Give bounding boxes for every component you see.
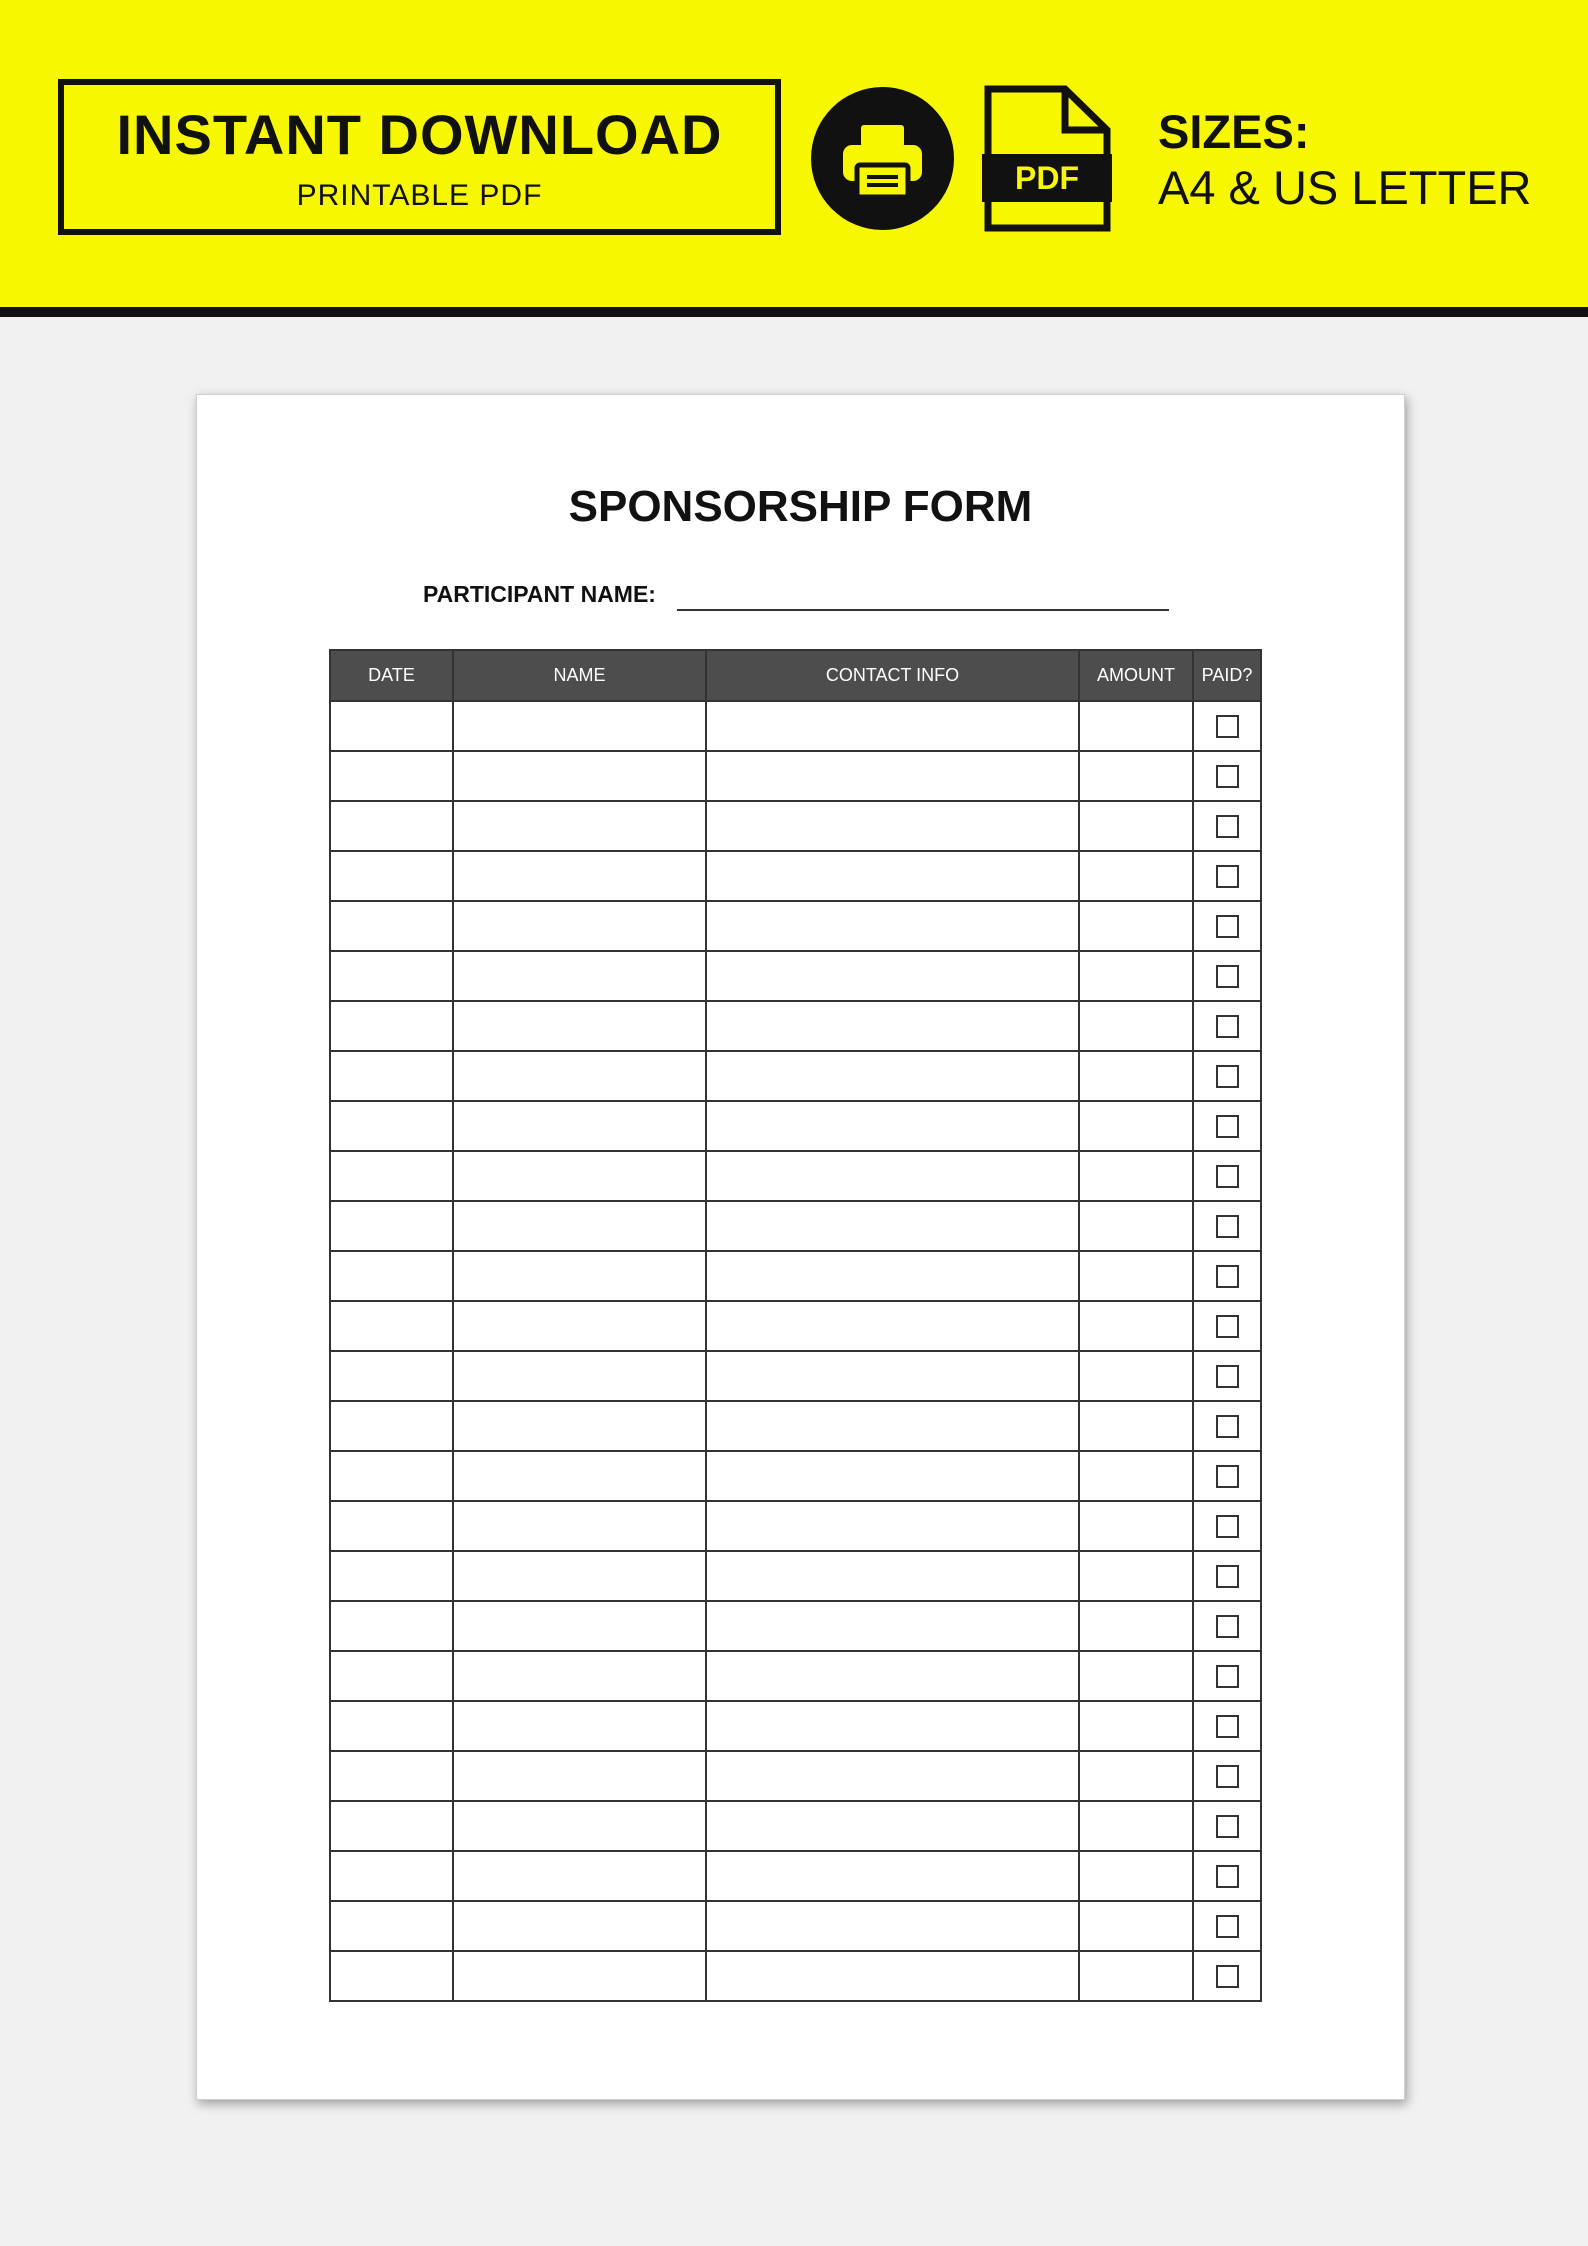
contact-info-cell[interactable] [706,1751,1079,1801]
date-cell[interactable] [330,1501,453,1551]
date-cell[interactable] [330,1801,453,1851]
paid-checkbox[interactable] [1216,1465,1239,1488]
paid-checkbox[interactable] [1216,965,1239,988]
contact-info-cell[interactable] [706,901,1079,951]
name-cell[interactable] [453,1301,706,1351]
paid-checkbox[interactable] [1216,715,1239,738]
promo-banner [0,0,1588,317]
contact-info-cell[interactable] [706,801,1079,851]
paid-cell [1193,1801,1261,1851]
table-row [330,1551,1261,1601]
table-row [330,851,1261,901]
paid-cell [1193,901,1261,951]
form-sheet [196,394,1405,2100]
name-cell[interactable] [453,1651,706,1701]
paid-cell [1193,1201,1261,1251]
table-row [330,1451,1261,1501]
name-cell[interactable] [453,751,706,801]
contact-info-cell[interactable] [706,1501,1079,1551]
name-cell[interactable] [453,951,706,1001]
table-row [330,1251,1261,1301]
name-cell[interactable] [453,1351,706,1401]
paid-cell [1193,1401,1261,1451]
paid-checkbox[interactable] [1216,815,1239,838]
amount-cell[interactable] [1079,1051,1193,1101]
date-cell[interactable] [330,751,453,801]
table-row [330,1351,1261,1401]
paid-cell [1193,1951,1261,2001]
name-cell[interactable] [453,1901,706,1951]
date-cell[interactable] [330,1301,453,1351]
paid-checkbox[interactable] [1216,765,1239,788]
contact-info-cell[interactable] [706,1801,1079,1851]
instant-download-box [58,79,781,235]
table-body [330,701,1261,2001]
table-row [330,1851,1261,1901]
paid-checkbox[interactable] [1216,1215,1239,1238]
instant-download-title: INSTANT DOWNLOAD [116,103,723,166]
paid-cell [1193,1901,1261,1951]
table-header-row [330,650,1261,701]
amount-cell[interactable] [1079,1601,1193,1651]
table-row [330,1801,1261,1851]
date-cell[interactable] [330,1851,453,1901]
date-cell[interactable] [330,851,453,901]
amount-cell[interactable] [1079,951,1193,1001]
table-row [330,751,1261,801]
contact-info-cell[interactable] [706,851,1079,901]
date-cell[interactable] [330,1601,453,1651]
paid-cell [1193,1551,1261,1601]
name-cell[interactable] [453,1601,706,1651]
date-cell[interactable] [330,1151,453,1201]
amount-cell[interactable] [1079,1701,1193,1751]
table-row [330,1601,1261,1651]
name-cell[interactable] [453,1151,706,1201]
table-row [330,1651,1261,1701]
paid-checkbox[interactable] [1216,1865,1239,1888]
contact-info-cell[interactable] [706,1201,1079,1251]
table-row [330,1301,1261,1351]
amount-cell[interactable] [1079,1651,1193,1701]
sponsorship-table-wrap [329,649,1262,2002]
table-row [330,1751,1261,1801]
paid-cell [1193,1751,1261,1801]
name-cell[interactable] [453,1801,706,1851]
paid-cell [1193,1651,1261,1701]
contact-info-cell[interactable] [706,1351,1079,1401]
paid-checkbox[interactable] [1216,1265,1239,1288]
date-cell[interactable] [330,1951,453,2001]
name-cell[interactable] [453,1951,706,2001]
printer-icon [811,87,954,230]
paid-checkbox[interactable] [1216,1715,1239,1738]
paid-cell [1193,1601,1261,1651]
name-cell[interactable] [453,1051,706,1101]
name-cell[interactable] [453,1251,706,1301]
date-cell[interactable] [330,701,453,751]
paid-checkbox[interactable] [1216,1415,1239,1438]
paid-cell [1193,1851,1261,1901]
table-row [330,1051,1261,1101]
contact-info-cell[interactable] [706,1051,1079,1101]
table-row [330,1201,1261,1251]
amount-cell[interactable] [1079,851,1193,901]
amount-cell[interactable] [1079,1351,1193,1401]
amount-cell[interactable] [1079,1401,1193,1451]
date-cell[interactable] [330,1201,453,1251]
date-cell[interactable] [330,1001,453,1051]
table-row [330,801,1261,851]
date-cell[interactable] [330,1101,453,1151]
contact-info-cell[interactable] [706,751,1079,801]
date-cell[interactable] [330,801,453,851]
column-header-paid: PAID? [1193,650,1261,701]
paid-checkbox[interactable] [1216,1165,1239,1188]
date-cell[interactable] [330,1251,453,1301]
paid-cell [1193,1001,1261,1051]
name-cell[interactable] [453,701,706,751]
name-cell[interactable] [453,1401,706,1451]
contact-info-cell[interactable] [706,1851,1079,1901]
amount-cell[interactable] [1079,901,1193,951]
paid-cell [1193,1051,1261,1101]
paid-cell [1193,1151,1261,1201]
table-row [330,1501,1261,1551]
date-cell[interactable] [330,1901,453,1951]
amount-cell[interactable] [1079,1551,1193,1601]
paid-checkbox[interactable] [1216,1115,1239,1138]
amount-cell[interactable] [1079,1751,1193,1801]
name-cell[interactable] [453,1501,706,1551]
amount-cell[interactable] [1079,1501,1193,1551]
name-cell[interactable] [453,901,706,951]
contact-info-cell[interactable] [706,1601,1079,1651]
table-row [330,901,1261,951]
sizes-value: A4 & US LETTER [1158,161,1532,214]
paid-cell [1193,1301,1261,1351]
paid-cell [1193,951,1261,1001]
contact-info-cell[interactable] [706,1301,1079,1351]
date-cell[interactable] [330,1451,453,1501]
amount-cell[interactable] [1079,1251,1193,1301]
name-cell[interactable] [453,1701,706,1751]
paid-cell [1193,701,1261,751]
printable-pdf-subtitle: PRINTABLE PDF [296,179,543,212]
contact-info-cell[interactable] [706,1401,1079,1451]
paid-checkbox[interactable] [1216,1315,1239,1338]
participant-name-label: PARTICIPANT NAME: [423,581,656,607]
name-cell[interactable] [453,1851,706,1901]
name-cell[interactable] [453,801,706,851]
paid-checkbox[interactable] [1216,1965,1239,1988]
paid-checkbox[interactable] [1216,1765,1239,1788]
amount-cell[interactable] [1079,1451,1193,1501]
contact-info-cell[interactable] [706,951,1079,1001]
name-cell[interactable] [453,1551,706,1601]
amount-cell[interactable] [1079,751,1193,801]
contact-info-cell[interactable] [706,1151,1079,1201]
date-cell[interactable] [330,1651,453,1701]
table-row [330,1701,1261,1751]
paid-checkbox[interactable] [1216,1815,1239,1838]
table-row [330,951,1261,1001]
paid-cell [1193,1701,1261,1751]
paid-cell [1193,1351,1261,1401]
date-cell[interactable] [330,1401,453,1451]
date-cell[interactable] [330,1701,453,1751]
sizes-label: SIZES: [1158,105,1310,158]
date-cell[interactable] [330,1051,453,1101]
table-row [330,701,1261,751]
paid-cell [1193,851,1261,901]
contact-info-cell[interactable] [706,1001,1079,1051]
participant-name-field[interactable] [677,609,1169,611]
date-cell[interactable] [330,1351,453,1401]
contact-info-cell[interactable] [706,1451,1079,1501]
amount-cell[interactable] [1079,1851,1193,1901]
contact-info-cell[interactable] [706,1251,1079,1301]
amount-cell[interactable] [1079,1901,1193,1951]
date-cell[interactable] [330,1551,453,1601]
paid-cell [1193,1101,1261,1151]
contact-info-cell[interactable] [706,1701,1079,1751]
amount-cell[interactable] [1079,701,1193,751]
paid-checkbox[interactable] [1216,1365,1239,1388]
date-cell[interactable] [330,901,453,951]
amount-cell[interactable] [1079,801,1193,851]
paid-checkbox[interactable] [1216,865,1239,888]
table-row [330,1951,1261,2001]
paid-checkbox[interactable] [1216,915,1239,938]
table-row [330,1401,1261,1451]
contact-info-cell[interactable] [706,1951,1079,2001]
contact-info-cell[interactable] [706,1651,1079,1701]
name-cell[interactable] [453,1001,706,1051]
paid-checkbox[interactable] [1216,1915,1239,1938]
contact-info-cell[interactable] [706,701,1079,751]
paid-checkbox[interactable] [1216,1565,1239,1588]
contact-info-cell[interactable] [706,1101,1079,1151]
amount-cell[interactable] [1079,1201,1193,1251]
paid-cell [1193,1501,1261,1551]
form-title: SPONSORSHIP FORM [568,482,1033,531]
contact-info-cell[interactable] [706,1551,1079,1601]
date-cell[interactable] [330,951,453,1001]
amount-cell[interactable] [1079,1001,1193,1051]
sponsorship-table [329,649,1262,2002]
date-cell[interactable] [330,1751,453,1801]
column-header-name: NAME [453,650,706,701]
paid-cell [1193,1451,1261,1501]
column-header-contact-info: CONTACT INFO [706,650,1079,701]
paid-checkbox[interactable] [1216,1615,1239,1638]
table-row [330,1101,1261,1151]
column-header-amount: AMOUNT [1079,650,1193,701]
name-cell[interactable] [453,851,706,901]
paid-cell [1193,801,1261,851]
pdf-icon-label: PDF [1015,160,1079,196]
table-row [330,1901,1261,1951]
amount-cell[interactable] [1079,1301,1193,1351]
table-row [330,1001,1261,1051]
name-cell[interactable] [453,1201,706,1251]
paid-cell [1193,751,1261,801]
pdf-file-icon [979,84,1115,232]
paid-checkbox[interactable] [1216,1015,1239,1038]
paid-cell [1193,1251,1261,1301]
table-row [330,1151,1261,1201]
amount-cell[interactable] [1079,1951,1193,2001]
paid-checkbox[interactable] [1216,1065,1239,1088]
amount-cell[interactable] [1079,1151,1193,1201]
paid-checkbox[interactable] [1216,1515,1239,1538]
name-cell[interactable] [453,1751,706,1801]
amount-cell[interactable] [1079,1801,1193,1851]
paid-checkbox[interactable] [1216,1665,1239,1688]
name-cell[interactable] [453,1451,706,1501]
amount-cell[interactable] [1079,1101,1193,1151]
name-cell[interactable] [453,1101,706,1151]
column-header-date: DATE [330,650,453,701]
contact-info-cell[interactable] [706,1901,1079,1951]
